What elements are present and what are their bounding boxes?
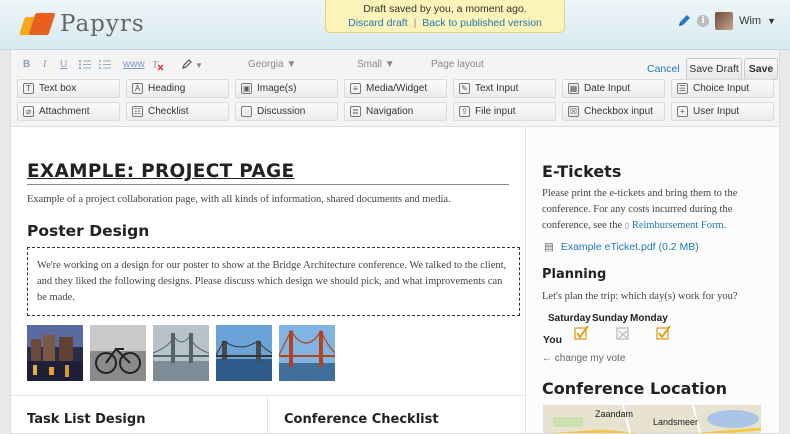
main-column	[11, 127, 525, 434]
insert-button-label: Image(s)	[257, 83, 297, 94]
insert-button-label: Text Input	[475, 83, 519, 94]
insert-button-label: Checkbox input	[584, 106, 653, 117]
widget-type-icon: T	[23, 83, 34, 94]
bold-button[interactable]: B	[23, 59, 31, 70]
insert-button-label: Navigation	[366, 106, 414, 117]
insert-date-input-button[interactable]	[562, 79, 665, 98]
bridge-mist-photo[interactable]	[153, 325, 209, 381]
planning-heading: Planning	[542, 267, 607, 282]
change-vote-link[interactable]: ← change my vote	[542, 353, 626, 364]
insert-media-widget-button[interactable]	[344, 79, 447, 98]
widget-type-icon: ☷	[133, 107, 142, 116]
page-title: EXAMPLE: PROJECT PAGE	[27, 161, 509, 185]
checkbox-crossed-icon[interactable]	[616, 325, 632, 341]
back-to-published-link[interactable]: Back to published version	[422, 17, 542, 29]
insert-button-label: Text box	[39, 83, 77, 94]
insert-navigation-button[interactable]	[344, 102, 447, 121]
italic-button[interactable]: I	[43, 59, 47, 70]
etickets-period: .	[723, 220, 727, 231]
insert-button-label: Attachment	[39, 106, 90, 117]
insert-button-label: Choice Input	[693, 83, 750, 94]
checkbox-checked-icon[interactable]	[656, 325, 672, 341]
file-size: (0.2 MB)	[658, 241, 699, 253]
sidebar-column	[525, 127, 780, 434]
numbered-list-icon[interactable]	[79, 59, 91, 70]
insert-text-box-button[interactable]	[17, 79, 120, 98]
insert-user-input-button[interactable]	[671, 102, 774, 121]
highlight-pen-icon[interactable]	[181, 58, 193, 70]
widget-type-icon: ≣	[350, 106, 361, 117]
conference-checklist-heading: Conference Checklist	[284, 412, 439, 427]
eticket-file-link[interactable]: Example eTicket.pdf	[560, 241, 656, 253]
widget-type-icon: ⌀	[23, 106, 34, 117]
insert-heading-button[interactable]	[126, 79, 229, 98]
insert-image-s-button[interactable]	[235, 79, 338, 98]
underline-button[interactable]: U	[60, 59, 68, 70]
widget-type-icon: ⇪	[459, 106, 470, 117]
insert-checkbox-input-button[interactable]	[562, 102, 665, 121]
editor-toolbar	[10, 50, 780, 126]
map-graphic	[543, 405, 761, 434]
user-name[interactable]: Wim	[739, 15, 762, 27]
draft-separator: |	[413, 17, 417, 29]
app-logo[interactable]	[22, 11, 145, 37]
widget-type-icon: ☰	[678, 84, 687, 93]
widget-type-icon: ▣	[242, 84, 251, 93]
info-icon[interactable]: i	[697, 15, 709, 27]
poster-heading: Poster Design	[27, 222, 150, 240]
draft-notice	[325, 0, 565, 33]
draft-time: a moment ago.	[453, 3, 527, 15]
chevron-down-icon[interactable]: ▼	[767, 16, 776, 26]
cancel-link[interactable]: Cancel	[647, 63, 680, 75]
poll-day-monday: Monday	[630, 313, 668, 324]
map-label-landsmeer: Landsmeer	[653, 417, 699, 427]
insert-button-label: Checklist	[148, 106, 189, 117]
insert-button-label: File input	[475, 106, 516, 117]
column-divider	[267, 395, 268, 434]
chevron-down-icon[interactable]: ▼	[195, 61, 203, 70]
section-divider	[11, 395, 525, 396]
etickets-heading: E-Tickets	[542, 162, 622, 181]
insert-link-button[interactable]: www	[123, 59, 145, 70]
bicycle-photo[interactable]	[90, 325, 146, 381]
draft-status: Draft saved by you,	[363, 3, 454, 15]
bulleted-list-icon[interactable]	[99, 59, 111, 70]
insert-choice-input-button[interactable]	[671, 79, 774, 98]
widget-type-icon: ✎	[459, 83, 470, 94]
map-label-zaandam: Zaandam	[595, 409, 634, 419]
location-heading: Conference Location	[542, 379, 727, 398]
svg-text:T: T	[152, 59, 159, 71]
clear-format-icon[interactable]	[152, 58, 164, 71]
insert-file-input-button[interactable]	[453, 102, 556, 121]
insert-text-input-button[interactable]	[453, 79, 556, 98]
planning-text: Let's plan the trip: which day(s) work for you?	[542, 291, 738, 302]
widget-type-icon: A	[132, 83, 143, 94]
intro-text: Example of a project collaboration page, with all kinds of information, shared documents and media.	[27, 194, 451, 205]
golden-gate-photo[interactable]	[279, 325, 335, 381]
app-header	[0, 0, 790, 50]
attachment-row	[544, 241, 699, 253]
insert-button-label: Discussion	[257, 106, 306, 117]
insert-button-label: Date Input	[584, 83, 631, 94]
poster-text-box[interactable]	[27, 247, 520, 316]
insert-discussion-button[interactable]	[235, 102, 338, 121]
save-draft-button[interactable]: Save Draft	[686, 58, 742, 80]
papyrs-logo-icon	[22, 13, 52, 35]
page-layout-button[interactable]: Page layout	[431, 59, 484, 70]
insert-button-label: User Input	[693, 106, 740, 117]
widget-type-icon: ◌	[241, 106, 252, 117]
discard-draft-link[interactable]: Discard draft	[348, 17, 408, 29]
edit-pen-icon[interactable]	[677, 14, 691, 28]
user-area	[677, 12, 776, 30]
pdf-file-icon: ▤	[544, 241, 554, 253]
insert-button-label: Media/Widget	[366, 83, 428, 94]
etickets-text	[542, 186, 764, 234]
document-icon: ▯	[624, 221, 630, 230]
font-select[interactable]: Georgia ▼	[248, 59, 297, 70]
etickets-body: Please print the e-tickets and bring them to the conference. For any costs incurred during the conference, see the	[542, 188, 738, 231]
reimbursement-link[interactable]: Reimbursement Form	[631, 220, 724, 231]
widget-type-icon: +	[677, 106, 688, 117]
bridge-skyline-photo[interactable]	[216, 325, 272, 381]
widget-type-icon: ≡	[350, 83, 361, 94]
canal-city-photo[interactable]	[27, 325, 83, 381]
widget-type-icon: ▦	[569, 84, 578, 93]
poll-day-sunday: Sunday	[592, 313, 629, 324]
insert-checklist-button[interactable]	[126, 102, 229, 121]
page-content	[10, 126, 780, 434]
poster-text: We're working on a design for our poster to show at the Bridge Architecture conference. We talked to the client, and they liked the following designs. Please discuss which design we should pick, and what improvements can be made.	[37, 260, 507, 303]
insert-button-label: Heading	[148, 83, 186, 94]
insert-attachment-button[interactable]	[17, 102, 120, 121]
format-bar	[11, 55, 779, 75]
poll-day-saturday: Saturday	[548, 313, 591, 324]
size-select[interactable]: Small ▼	[357, 59, 395, 70]
checkbox-checked-icon[interactable]	[574, 325, 590, 341]
save-button[interactable]: Save	[744, 58, 778, 80]
you-label: You	[543, 334, 563, 346]
task-list-heading: Task List Design	[27, 412, 146, 427]
avatar[interactable]	[715, 12, 733, 30]
map[interactable]	[543, 405, 761, 434]
app-name: Papyrs	[60, 11, 145, 37]
widget-type-icon: ☒	[569, 107, 578, 116]
